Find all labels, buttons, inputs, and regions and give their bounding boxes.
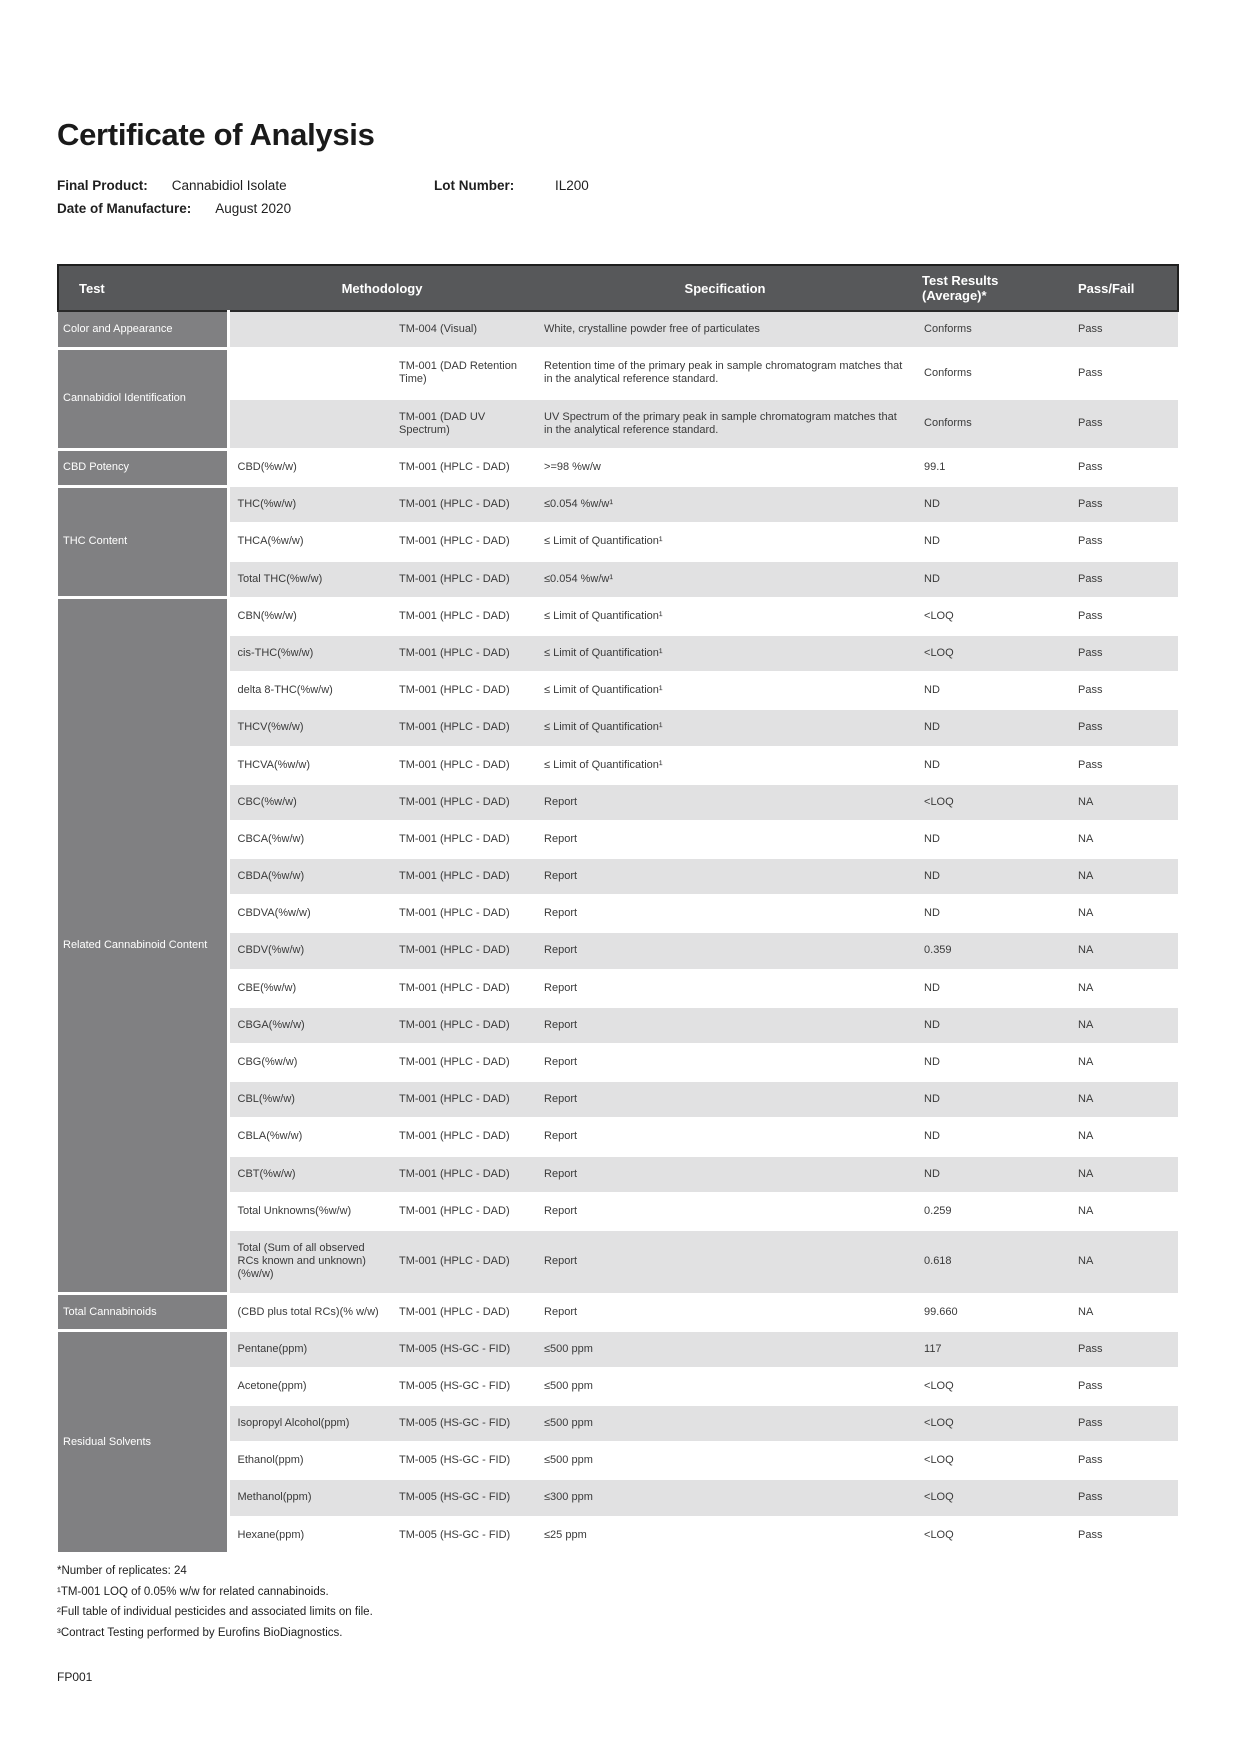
- specification-cell: ≤25 ppm: [536, 1517, 914, 1554]
- methodology-cell: TM-001 (DAD Retention Time): [391, 348, 536, 398]
- methodology-cell: TM-001 (HPLC - DAD): [391, 784, 536, 821]
- specification-cell: Report: [536, 1081, 914, 1118]
- specification-cell: Report: [536, 1007, 914, 1044]
- specification-cell: ≤ Limit of Quantification¹: [536, 672, 914, 709]
- result-cell: ND: [914, 858, 1070, 895]
- document-meta: [57, 174, 1177, 220]
- passfail-cell: Pass: [1070, 747, 1178, 784]
- test-name-cell: CBT(%w/w): [228, 1156, 391, 1193]
- methodology-cell: TM-001 (HPLC - DAD): [391, 561, 536, 598]
- test-name-cell: [228, 399, 391, 449]
- final-product-value: Cannabidiol Isolate: [171, 178, 287, 194]
- specification-cell: Report: [536, 932, 914, 969]
- result-cell: 99.660: [914, 1294, 1070, 1331]
- methodology-cell: TM-001 (HPLC - DAD): [391, 486, 536, 523]
- passfail-cell: NA: [1070, 970, 1178, 1007]
- passfail-cell: Pass: [1070, 598, 1178, 635]
- result-cell: <LOQ: [914, 1368, 1070, 1405]
- test-name-cell: CBDV(%w/w): [228, 932, 391, 969]
- header-passfail: Pass/Fail: [1070, 265, 1178, 311]
- header-row: [58, 265, 1178, 311]
- methodology-cell: TM-001 (HPLC - DAD): [391, 672, 536, 709]
- result-cell: 0.618: [914, 1230, 1070, 1294]
- footnote-replicates: *Number of replicates: 24: [57, 1565, 187, 1578]
- passfail-cell: Pass: [1070, 672, 1178, 709]
- meta-row-date: [57, 197, 1177, 220]
- passfail-cell: NA: [1070, 1294, 1178, 1331]
- result-cell: <LOQ: [914, 635, 1070, 672]
- passfail-cell: Pass: [1070, 449, 1178, 486]
- result-cell: <LOQ: [914, 1479, 1070, 1516]
- passfail-cell: Pass: [1070, 561, 1178, 598]
- test-name-cell: Total Unknowns(%w/w): [228, 1193, 391, 1230]
- test-name-cell: Total (Sum of all observed RCs known and unknown) (%w/w): [228, 1230, 391, 1294]
- header-methodology: Methodology: [228, 265, 536, 311]
- table-row: [58, 486, 1178, 523]
- test-name-cell: THCV(%w/w): [228, 709, 391, 746]
- result-cell: ND: [914, 1007, 1070, 1044]
- test-name-cell: THC(%w/w): [228, 486, 391, 523]
- specification-cell: ≤500 ppm: [536, 1368, 914, 1405]
- result-cell: <LOQ: [914, 1405, 1070, 1442]
- test-name-cell: CBDA(%w/w): [228, 858, 391, 895]
- passfail-cell: NA: [1070, 1081, 1178, 1118]
- result-cell: ND: [914, 895, 1070, 932]
- result-cell: Conforms: [914, 348, 1070, 398]
- result-cell: 117: [914, 1331, 1070, 1368]
- table-row: [58, 598, 1178, 635]
- passfail-cell: Pass: [1070, 709, 1178, 746]
- result-cell: ND: [914, 970, 1070, 1007]
- specification-cell: ≤ Limit of Quantification¹: [536, 523, 914, 560]
- result-cell: Conforms: [914, 399, 1070, 449]
- methodology-cell: TM-001 (HPLC - DAD): [391, 1230, 536, 1294]
- test-name-cell: THCVA(%w/w): [228, 747, 391, 784]
- passfail-cell: NA: [1070, 1118, 1178, 1155]
- result-cell: ND: [914, 523, 1070, 560]
- passfail-cell: Pass: [1070, 523, 1178, 560]
- passfail-cell: Pass: [1070, 1368, 1178, 1405]
- methodology-cell: TM-001 (HPLC - DAD): [391, 858, 536, 895]
- result-cell: <LOQ: [914, 1517, 1070, 1554]
- methodology-cell: TM-001 (HPLC - DAD): [391, 1044, 536, 1081]
- table-row: [58, 1331, 1178, 1368]
- specification-cell: Report: [536, 784, 914, 821]
- passfail-cell: Pass: [1070, 1442, 1178, 1479]
- passfail-cell: Pass: [1070, 311, 1178, 348]
- specification-cell: Report: [536, 1193, 914, 1230]
- form-code: FP001: [57, 1669, 93, 1684]
- footnote-pesticides: ²Full table of individual pesticides and associated limits on file.: [57, 1606, 373, 1619]
- specification-cell: ≤ Limit of Quantification¹: [536, 635, 914, 672]
- final-product-label: Final Product:: [57, 178, 148, 194]
- test-category-cell: THC Content: [58, 486, 228, 598]
- result-cell: 0.259: [914, 1193, 1070, 1230]
- test-name-cell: (CBD plus total RCs)(% w/w): [228, 1294, 391, 1331]
- result-cell: ND: [914, 1118, 1070, 1155]
- specification-cell: >=98 %w/w: [536, 449, 914, 486]
- date-of-manufacture-value: August 2020: [215, 201, 292, 217]
- test-name-cell: Pentane(ppm): [228, 1331, 391, 1368]
- test-category-cell: Total Cannabinoids: [58, 1294, 228, 1331]
- methodology-cell: TM-001 (HPLC - DAD): [391, 932, 536, 969]
- table-row: [58, 1294, 1178, 1331]
- specification-cell: Report: [536, 821, 914, 858]
- test-name-cell: CBN(%w/w): [228, 598, 391, 635]
- test-name-cell: Hexane(ppm): [228, 1517, 391, 1554]
- results-table: [57, 264, 1179, 1555]
- result-cell: ND: [914, 1081, 1070, 1118]
- specification-cell: Report: [536, 1294, 914, 1331]
- methodology-cell: TM-001 (HPLC - DAD): [391, 598, 536, 635]
- meta-row-product: [57, 174, 1177, 197]
- result-cell: ND: [914, 486, 1070, 523]
- table-row: [58, 449, 1178, 486]
- methodology-cell: TM-001 (HPLC - DAD): [391, 821, 536, 858]
- result-cell: <LOQ: [914, 784, 1070, 821]
- methodology-cell: TM-001 (HPLC - DAD): [391, 1118, 536, 1155]
- specification-cell: Report: [536, 970, 914, 1007]
- specification-cell: Retention time of the primary peak in sample chromatogram matches that in the analytical reference standard.: [536, 348, 914, 398]
- specification-cell: ≤0.054 %w/w¹: [536, 561, 914, 598]
- specification-cell: Report: [536, 858, 914, 895]
- test-category-cell: Related Cannabinoid Content: [58, 598, 228, 1294]
- methodology-cell: TM-001 (HPLC - DAD): [391, 1193, 536, 1230]
- table-row: [58, 311, 1178, 348]
- footnote-contract-testing: ³Contract Testing performed by Eurofins BioDiagnostics.: [57, 1626, 343, 1639]
- date-of-manufacture-label: Date of Manufacture:: [57, 201, 192, 217]
- lot-number-label: Lot Number:: [434, 178, 515, 194]
- result-cell: <LOQ: [914, 1442, 1070, 1479]
- passfail-cell: NA: [1070, 1156, 1178, 1193]
- specification-cell: Report: [536, 1156, 914, 1193]
- footnote-loq: ¹TM-001 LOQ of 0.05% w/w for related cannabinoids.: [57, 1585, 329, 1598]
- result-cell: ND: [914, 1044, 1070, 1081]
- page-title: Certificate of Analysis: [57, 117, 375, 152]
- specification-cell: ≤500 ppm: [536, 1442, 914, 1479]
- test-name-cell: THCA(%w/w): [228, 523, 391, 560]
- test-name-cell: [228, 311, 391, 348]
- result-cell: 0.359: [914, 932, 1070, 969]
- passfail-cell: NA: [1070, 932, 1178, 969]
- methodology-cell: TM-005 (HS-GC - FID): [391, 1479, 536, 1516]
- methodology-cell: TM-001 (HPLC - DAD): [391, 747, 536, 784]
- methodology-cell: TM-001 (HPLC - DAD): [391, 1294, 536, 1331]
- test-name-cell: Acetone(ppm): [228, 1368, 391, 1405]
- passfail-cell: Pass: [1070, 1479, 1178, 1516]
- results-table-header: [58, 265, 1178, 311]
- result-cell: 99.1: [914, 449, 1070, 486]
- passfail-cell: NA: [1070, 821, 1178, 858]
- test-name-cell: CBGA(%w/w): [228, 1007, 391, 1044]
- specification-cell: ≤500 ppm: [536, 1331, 914, 1368]
- methodology-cell: TM-001 (HPLC - DAD): [391, 709, 536, 746]
- passfail-cell: Pass: [1070, 399, 1178, 449]
- passfail-cell: Pass: [1070, 1517, 1178, 1554]
- test-name-cell: CBG(%w/w): [228, 1044, 391, 1081]
- specification-cell: ≤ Limit of Quantification¹: [536, 709, 914, 746]
- passfail-cell: Pass: [1070, 1331, 1178, 1368]
- methodology-cell: TM-001 (DAD UV Spectrum): [391, 399, 536, 449]
- header-test-results: Test Results (Average)*: [914, 265, 1070, 311]
- test-name-cell: CBDVA(%w/w): [228, 895, 391, 932]
- passfail-cell: NA: [1070, 858, 1178, 895]
- methodology-cell: TM-005 (HS-GC - FID): [391, 1442, 536, 1479]
- specification-cell: Report: [536, 1044, 914, 1081]
- test-name-cell: CBCA(%w/w): [228, 821, 391, 858]
- test-name-cell: delta 8-THC(%w/w): [228, 672, 391, 709]
- specification-cell: ≤ Limit of Quantification¹: [536, 598, 914, 635]
- test-name-cell: CBL(%w/w): [228, 1081, 391, 1118]
- methodology-cell: TM-001 (HPLC - DAD): [391, 449, 536, 486]
- test-category-cell: Color and Appearance: [58, 311, 228, 348]
- test-name-cell: Isopropyl Alcohol(ppm): [228, 1405, 391, 1442]
- methodology-cell: TM-001 (HPLC - DAD): [391, 895, 536, 932]
- specification-cell: ≤500 ppm: [536, 1405, 914, 1442]
- passfail-cell: NA: [1070, 1007, 1178, 1044]
- methodology-cell: TM-005 (HS-GC - FID): [391, 1405, 536, 1442]
- passfail-cell: NA: [1070, 1193, 1178, 1230]
- footnotes: [57, 1564, 1177, 1640]
- methodology-cell: TM-001 (HPLC - DAD): [391, 1081, 536, 1118]
- header-test: Test: [58, 265, 228, 311]
- result-cell: ND: [914, 821, 1070, 858]
- specification-cell: UV Spectrum of the primary peak in sample chromatogram matches that in the analytical reference standard.: [536, 399, 914, 449]
- methodology-cell: TM-001 (HPLC - DAD): [391, 635, 536, 672]
- test-category-cell: Cannabidiol Identification: [58, 348, 228, 449]
- passfail-cell: NA: [1070, 1230, 1178, 1294]
- test-name-cell: cis-THC(%w/w): [228, 635, 391, 672]
- passfail-cell: Pass: [1070, 348, 1178, 398]
- table-row: [58, 348, 1178, 398]
- test-name-cell: Ethanol(ppm): [228, 1442, 391, 1479]
- header-specification: Specification: [536, 265, 914, 311]
- test-name-cell: CBC(%w/w): [228, 784, 391, 821]
- test-category-cell: Residual Solvents: [58, 1331, 228, 1554]
- result-cell: Conforms: [914, 311, 1070, 348]
- methodology-cell: TM-001 (HPLC - DAD): [391, 1156, 536, 1193]
- passfail-cell: Pass: [1070, 635, 1178, 672]
- specification-cell: Report: [536, 895, 914, 932]
- test-name-cell: CBE(%w/w): [228, 970, 391, 1007]
- passfail-cell: NA: [1070, 1044, 1178, 1081]
- passfail-cell: NA: [1070, 895, 1178, 932]
- result-cell: ND: [914, 1156, 1070, 1193]
- methodology-cell: TM-004 (Visual): [391, 311, 536, 348]
- result-cell: ND: [914, 561, 1070, 598]
- methodology-cell: TM-001 (HPLC - DAD): [391, 523, 536, 560]
- test-name-cell: CBD(%w/w): [228, 449, 391, 486]
- results-table-body: [58, 311, 1178, 1554]
- result-cell: ND: [914, 672, 1070, 709]
- test-name-cell: Total THC(%w/w): [228, 561, 391, 598]
- specification-cell: White, crystalline powder free of particulates: [536, 311, 914, 348]
- test-category-cell: CBD Potency: [58, 449, 228, 486]
- methodology-cell: TM-001 (HPLC - DAD): [391, 1007, 536, 1044]
- result-cell: ND: [914, 709, 1070, 746]
- specification-cell: Report: [536, 1230, 914, 1294]
- specification-cell: ≤300 ppm: [536, 1479, 914, 1516]
- passfail-cell: NA: [1070, 784, 1178, 821]
- specification-cell: Report: [536, 1118, 914, 1155]
- result-cell: <LOQ: [914, 598, 1070, 635]
- test-name-cell: CBLA(%w/w): [228, 1118, 391, 1155]
- passfail-cell: Pass: [1070, 1405, 1178, 1442]
- methodology-cell: TM-005 (HS-GC - FID): [391, 1368, 536, 1405]
- specification-cell: ≤ Limit of Quantification¹: [536, 747, 914, 784]
- methodology-cell: TM-005 (HS-GC - FID): [391, 1331, 536, 1368]
- lot-number-value: IL200: [555, 178, 589, 194]
- methodology-cell: TM-001 (HPLC - DAD): [391, 970, 536, 1007]
- methodology-cell: TM-005 (HS-GC - FID): [391, 1517, 536, 1554]
- passfail-cell: Pass: [1070, 486, 1178, 523]
- specification-cell: ≤0.054 %w/w¹: [536, 486, 914, 523]
- result-cell: ND: [914, 747, 1070, 784]
- test-name-cell: Methanol(ppm): [228, 1479, 391, 1516]
- test-name-cell: [228, 348, 391, 398]
